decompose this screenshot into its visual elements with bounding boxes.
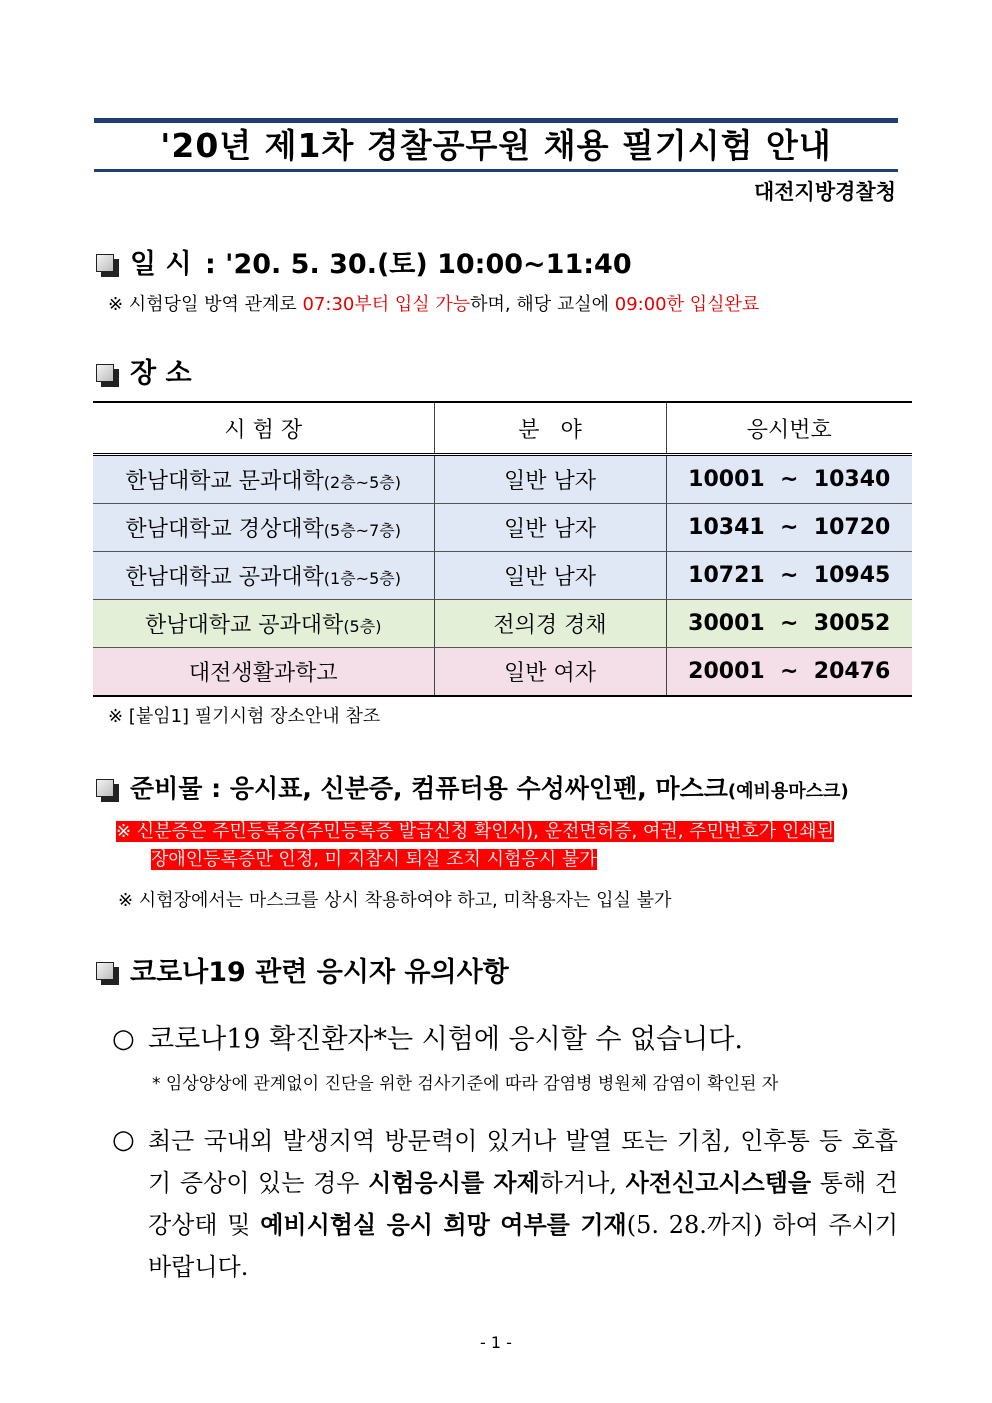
id-warning-line-2: 장애인등록증만 인정, 미 지참시 퇴실 조치 시험응시 불가 xyxy=(151,849,597,870)
field-cell: 일반 남자 xyxy=(434,504,666,552)
title-rule-bottom xyxy=(94,169,898,172)
section-square-icon xyxy=(96,962,116,982)
field-cell: 일반 남자 xyxy=(434,455,666,504)
section-square-icon xyxy=(96,364,116,384)
page-title: '20년 제1차 경찰공무원 채용 필기시험 안내 xyxy=(160,126,832,165)
field-cell: 일반 남자 xyxy=(434,552,666,600)
exam-number-range-cell: 30001 ~ 30052 xyxy=(666,600,912,648)
table-header-row xyxy=(93,402,912,455)
entry-open-time: 07:30부터 입실 가능 xyxy=(302,294,471,315)
table-row xyxy=(93,600,912,648)
bullet-icon: ○ xyxy=(112,1125,135,1155)
mask-note: ※ 시험장에서는 마스크를 상시 착용하여야 하고, 미착용자는 입실 불가 xyxy=(118,890,672,911)
corona-item-1-note: * 임상양상에 관계없이 진단을 위한 검사기준에 따라 감염병 병원체 감염이 확인된 자 xyxy=(152,1074,779,1094)
venue-name-cell: 한남대학교 공과대학(1층~5층) xyxy=(93,552,434,600)
table-row xyxy=(93,648,912,697)
table-row xyxy=(93,552,912,600)
schedule-label: 일 시 xyxy=(130,249,192,280)
exam-number-range-cell: 10001 ~ 10340 xyxy=(666,455,912,504)
venue-name-cell: 한남대학교 경상대학(5층~7층) xyxy=(93,504,434,552)
section-square-icon xyxy=(96,779,116,799)
corona-heading: 코로나19 관련 응시자 유의사항 xyxy=(130,957,509,988)
venue-heading: 장 소 xyxy=(130,358,192,389)
table-row xyxy=(93,455,912,504)
supplies-label: 준비물 xyxy=(130,774,203,803)
venue-table xyxy=(93,401,912,697)
exam-number-range-cell: 20001 ~ 20476 xyxy=(666,648,912,697)
organization: 대전지방경찰청 xyxy=(753,180,896,204)
column-header: 분 야 xyxy=(434,402,666,455)
schedule-heading xyxy=(130,248,632,282)
supplies-heading: 준비물 : 응시표, 신분증, 컴퓨터용 수성싸인펜, 마스크(예비용마스크) xyxy=(130,774,849,803)
supplies-value: : 응시표, 신분증, 컴퓨터용 수성싸인펜, 마스크 xyxy=(211,774,728,803)
table-row xyxy=(93,504,912,552)
bullet-icon: ○ xyxy=(112,1024,135,1054)
column-header: 시 험 장 xyxy=(93,402,434,455)
schedule-value: : '20. 5. 30.(토) 10:00~11:40 xyxy=(204,249,632,280)
exam-number-range-cell: 10721 ~ 10945 xyxy=(666,552,912,600)
corona-item-2: 최근 국내외 발생지역 방문력이 있거나 발열 또는 기침, 인후통 등 호흡기 증상이 있는 경우 시험응시를 자제하거나, 사전신고시스템을 통해 건강상태 및 예비시험실 응시 희망 여부를 기재(5. 28.까지) 하여 주시기 바랍니다. xyxy=(148,1127,899,1281)
venue-name-cell: 한남대학교 공과대학(5층) xyxy=(93,600,434,648)
field-cell: 전의경 경채 xyxy=(434,600,666,648)
venue-note: ※ [붙임1] 필기시험 장소안내 참조 xyxy=(108,706,381,727)
column-header: 응시번호 xyxy=(666,402,912,455)
schedule-note: ※ 시험당일 방역 관계로 07:30부터 입실 가능하며, 해당 교실에 09:00한 입실완료 xyxy=(108,294,760,315)
field-cell: 일반 여자 xyxy=(434,648,666,697)
entry-deadline: 09:00한 입실완료 xyxy=(614,294,760,315)
id-warning xyxy=(116,818,834,874)
id-warning-line-1: ※ 신분증은 주민등록증(주민등록증 발급신청 확인서), 운전면허증, 여권, 주민번호가 인쇄된 xyxy=(116,821,835,842)
page-number: - 1 - xyxy=(480,1333,512,1352)
corona-item-1: 코로나19 확진환자*는 시험에 응시할 수 없습니다. xyxy=(148,1024,743,1055)
venue-name-cell: 대전생활과학고 xyxy=(93,648,434,697)
title-rule-top xyxy=(94,118,898,123)
venue-name-cell: 한남대학교 문과대학(2층~5층) xyxy=(93,455,434,504)
section-square-icon xyxy=(96,254,116,274)
exam-number-range-cell: 10341 ~ 10720 xyxy=(666,504,912,552)
